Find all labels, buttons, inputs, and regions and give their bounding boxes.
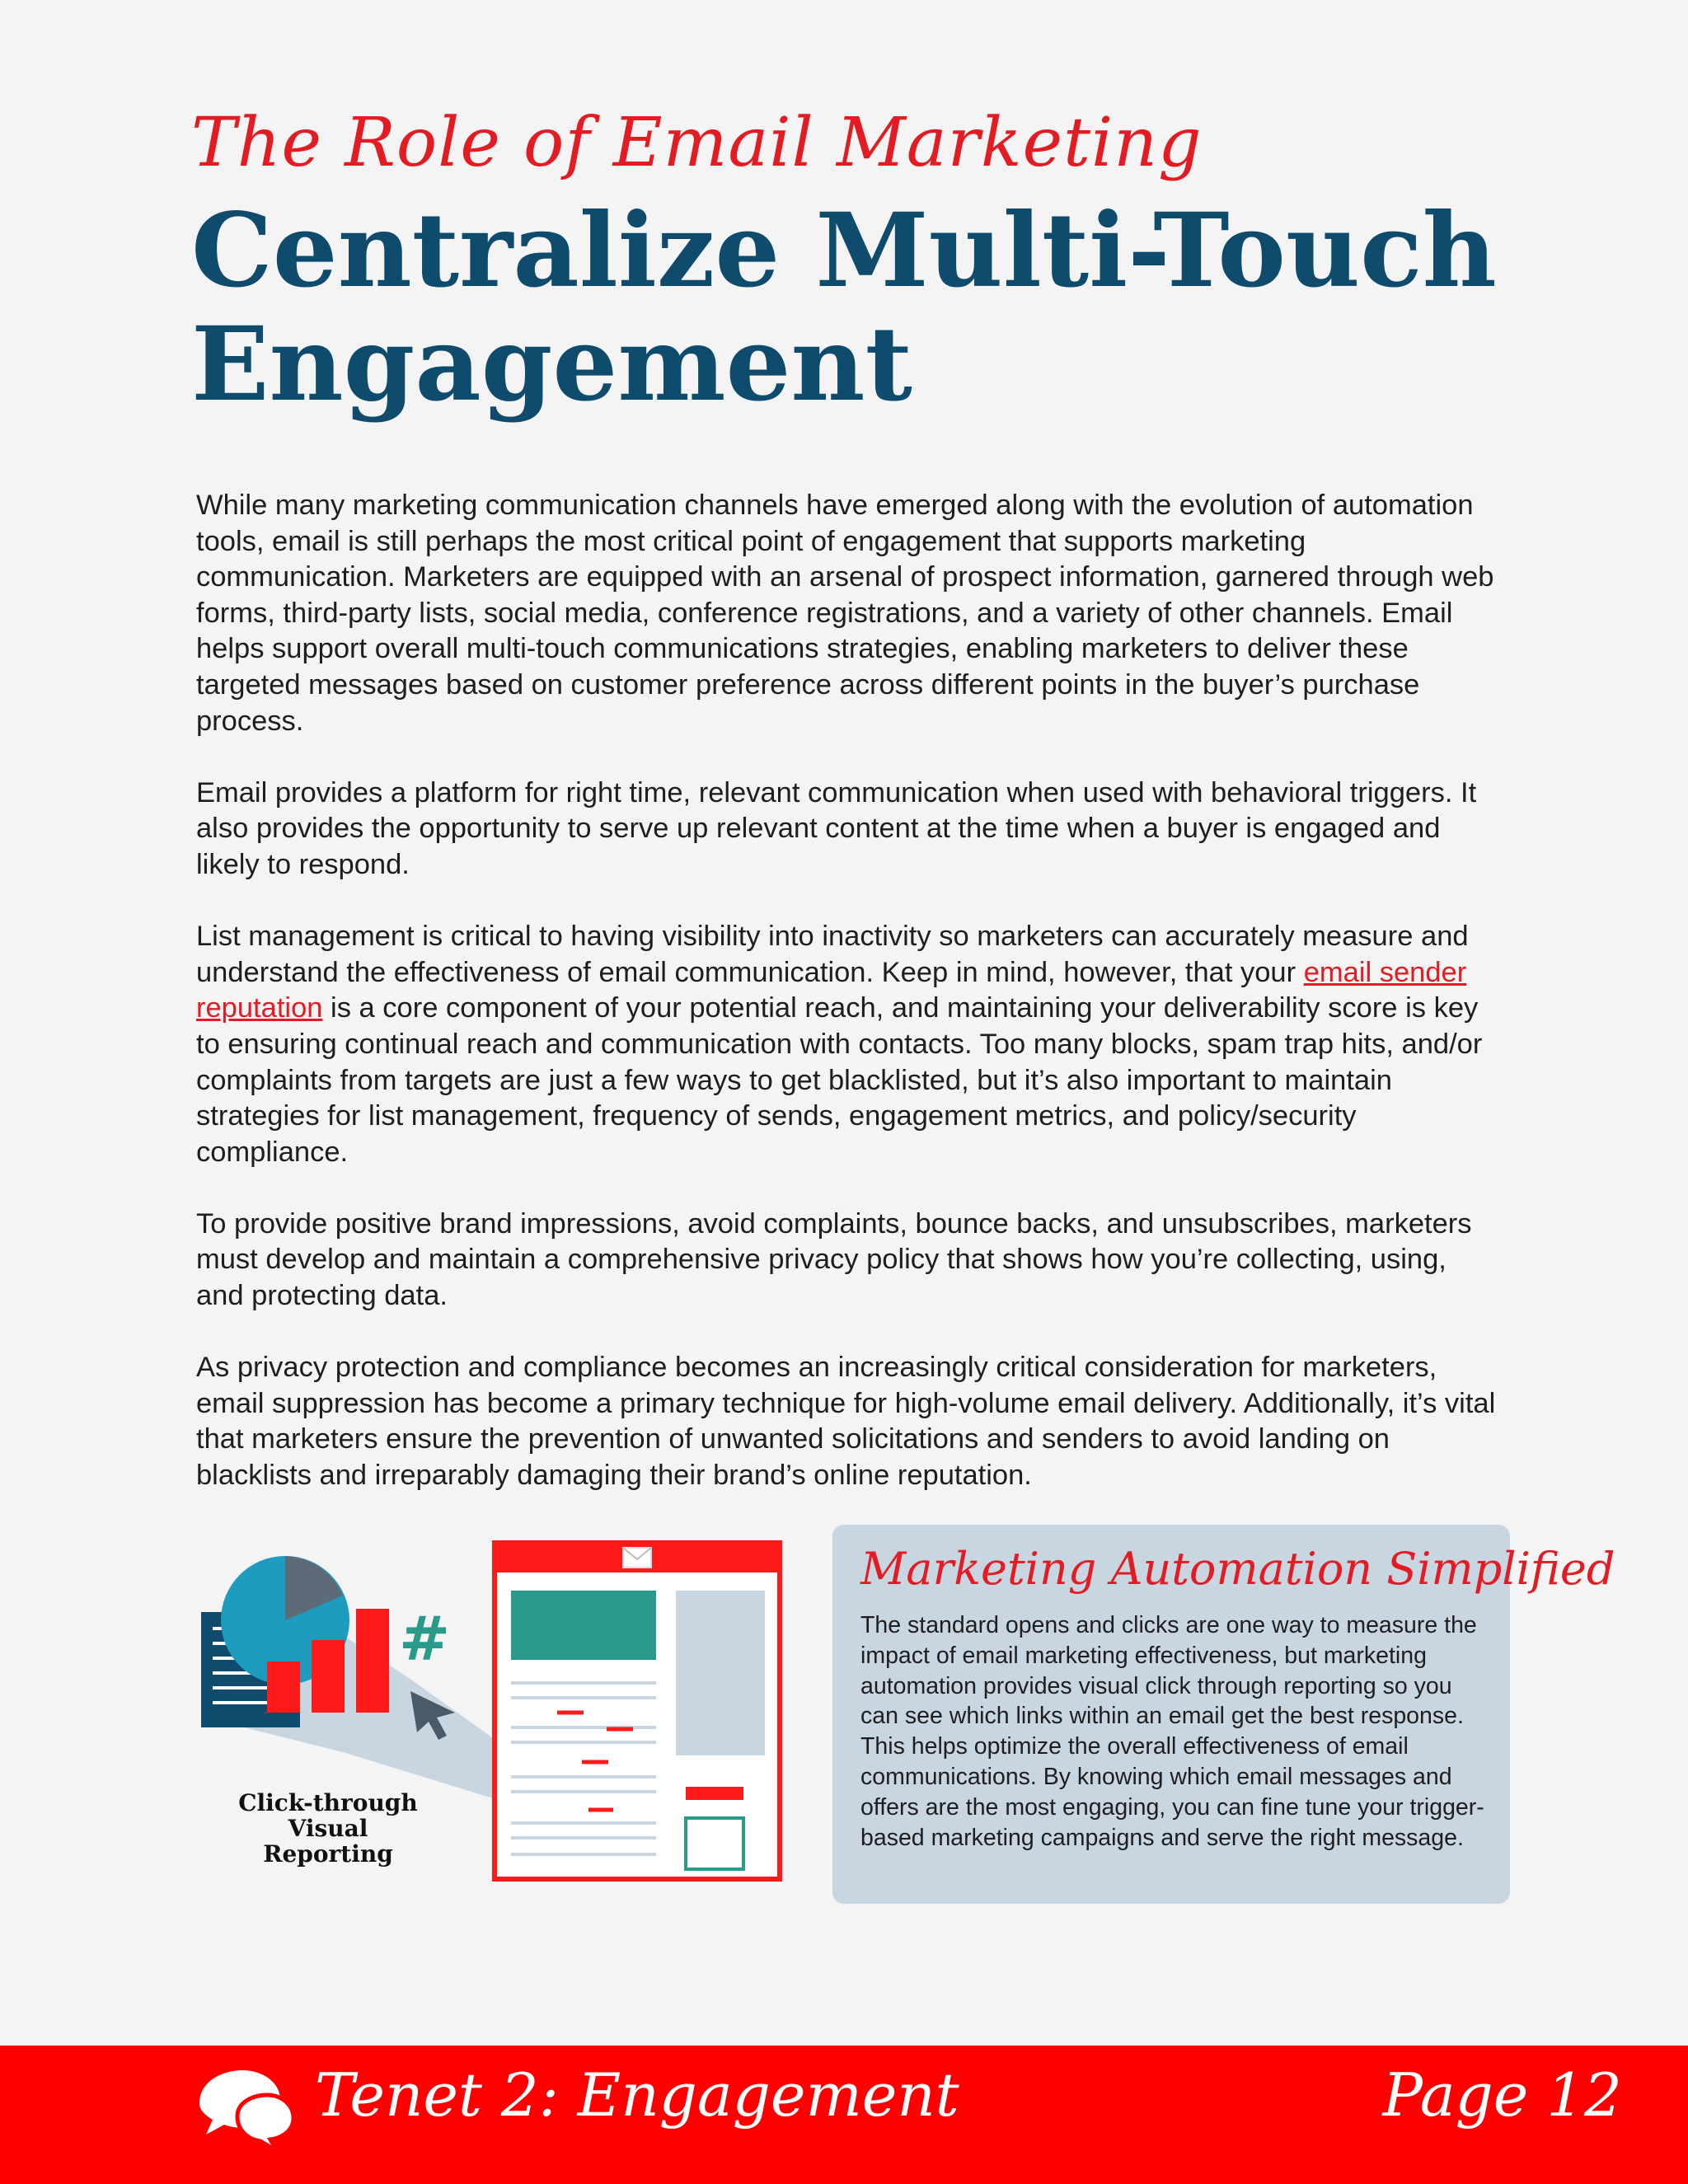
paragraph-3-start: List management is critical to having visibility into inactivity so marketers can accurately measure and understand the effectiveness of email communication. Keep in mind, however, that your <box>196 921 1469 988</box>
hashtag-icon: # <box>399 1604 451 1675</box>
paragraph-2: Email provides a platform for right time, relevant communication when used with behavioral triggers. It also provides the opportunity to serve up relevant content at the time when a buyer is engaged and likely to respond. <box>196 776 1477 880</box>
page-label: Page <box>1382 2060 1529 2130</box>
marketing-automation-callout <box>832 1525 1615 1904</box>
email-hero-block <box>511 1591 656 1660</box>
bar-icon-2 <box>312 1640 345 1713</box>
illustration-caption: Click-through Visual Reporting <box>238 1789 418 1868</box>
callout-title: Marketing Automation Simplified <box>860 1543 1615 1595</box>
footer-section-title: Tenet 2: Engagement <box>315 2060 959 2130</box>
paragraph-4: To provide positive brand impressions, avoid complaints, bounce backs, and unsubscribes, marketers must develop and maintain a comprehensive privacy policy that shows how you’re collecting, using, and protecting data. <box>196 1207 1472 1312</box>
email-image-block <box>686 1818 743 1869</box>
email-sender-reputation-link[interactable]: email sender reputation <box>196 956 1467 1024</box>
paragraph-3 <box>196 919 1498 1170</box>
bar-icon-3 <box>356 1609 389 1713</box>
paragraph-1: While many marketing communication channels have emerged along with the evolution of automation tools, email is still perhaps the most critical point of engagement that supports marketing communication. Marketers are equipped with an arsenal of prospect information, garnered through web forms, third-party lists, social media, conference registrations, and a variety of other channels. Email helps support overall multi-touch communications strategies, enabling marketers to deliver these targeted messages based on customer preference across different points in the buyer’s purchase process. <box>196 490 1494 737</box>
email-sidebar-block <box>676 1591 765 1755</box>
speech-bubbles-icon <box>191 2064 298 2154</box>
article-body <box>196 488 1498 1530</box>
page-title: Centralize Multi-Touch Engagement <box>191 191 1497 424</box>
footer-bar <box>0 2046 1688 2184</box>
paragraph-3-end: is a core component of your potential reach, and maintaining your deliverability score is key to ensuring continual reach and communication with contacts. Too many blocks, spam trap hits, and/or complaints from targets are just a few ways to get blacklisted, but it’s also important to maintain strategies for list management, frequency of sends, engagement metrics, and policy/security compliance. <box>196 992 1483 1168</box>
page-number-value: 12 <box>1546 2060 1622 2130</box>
page-number <box>1383 2060 1622 2130</box>
email-cta-button <box>686 1787 743 1800</box>
section-kicker: The Role of Email Marketing <box>191 104 1203 182</box>
paragraph-5: As privacy protection and compliance becomes an increasingly critical consideration for marketers, email suppression has become a primary technique for high-volume email delivery. Additionally, it’s vital that marketers ensure the prevention of unwanted solicitations and senders to avoid landing on blacklists and irreparably damaging their brand’s online reputation. <box>196 1352 1496 1492</box>
bar-icon-1 <box>267 1661 300 1713</box>
callout-text: The standard opens and clicks are one way to measure the impact of email marketing effectiveness, but marketing automation provides visual click through reporting so you can see which links within an email get the best response. This helps optimize the overall effectiveness of email communications. By knowing which email messages and offers are the most engaging, you can fine tune your trigger-based marketing campaigns and serve the right message. <box>860 1612 1484 1851</box>
